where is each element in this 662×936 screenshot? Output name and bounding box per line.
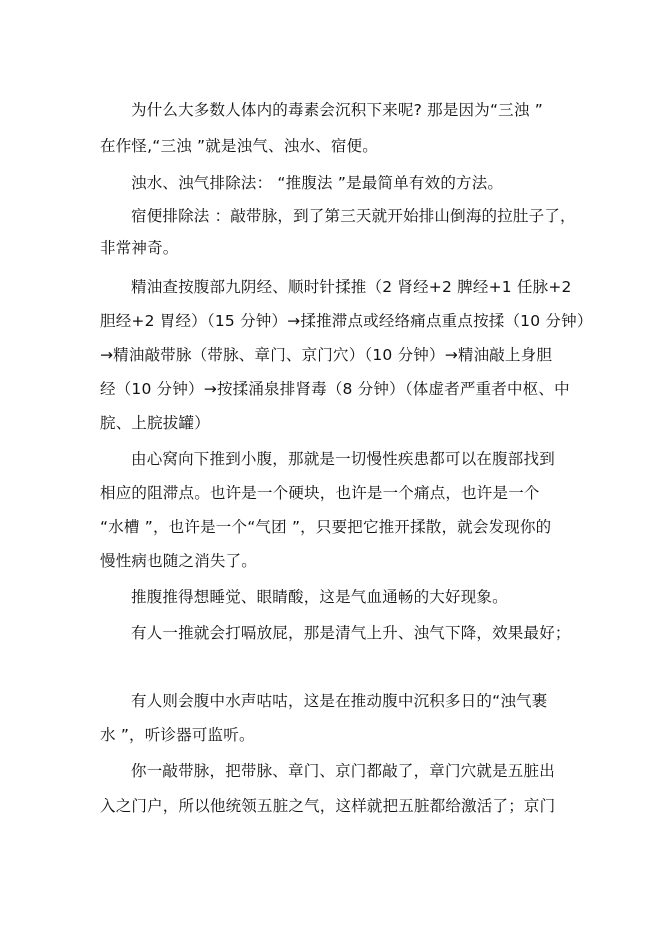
text-line: 脘、上脘拔罐） xyxy=(100,414,210,432)
text-line: 精油查按腹部九阴经、顺时针揉推（2 肾经+2 脾经+1 任脉+2 xyxy=(131,278,572,296)
text-line: 宿便排除法 ：敲带脉，到了第三天就开始排山倒海的拉肚子了， xyxy=(131,207,576,225)
text-line: 慢性病也随之消失了。 xyxy=(100,552,258,570)
text-line: →精油敲带脉（带脉、章门、京门穴）（10 分钟）→精油敲上身胆 xyxy=(100,346,553,364)
text-line: 有人则会腹中水声咕咕，这是在推动腹中沉积多日的“浊气裹 xyxy=(131,692,548,710)
text-line: 水 ”，听诊器可监听。 xyxy=(100,726,255,744)
text-line: 经（10 分钟）→按揉涌泉排肾毒（8 分钟）（体虚者严重者中枢、中 xyxy=(100,380,570,398)
text-line: 你一敲带脉，把带脉、章门、京门都敲了，章门穴就是五脏出 xyxy=(131,762,555,780)
text-line: 相应的阻滞点。也许是一个硬块，也许是一个痛点，也许是一个 xyxy=(100,484,540,502)
text-line: 非常神奇。 xyxy=(100,239,179,257)
text-line: 推腹推得想睡觉、眼睛酸，这是气血通畅的大好现象。 xyxy=(131,588,508,606)
text-line: 入之门户，所以他统领五脏之气，这样就把五脏都给激活了；京门 xyxy=(100,797,556,815)
text-line: 有人一推就会打嗝放屁，那是清气上升、浊气下降，效果最好； xyxy=(131,624,571,642)
text-line: 由心窝向下推到小腹，那就是一切慢性疾患都可以在腹部找到 xyxy=(131,450,555,468)
text-line: 浊水、浊气排除法： “推腹法 ”是最简单有效的方法。 xyxy=(131,174,504,192)
text-line: 胆经+2 胃经）（15 分钟）→揉推滞点或经络痛点重点按揉（10 分钟） xyxy=(100,312,593,330)
text-line: 在作怪,“三浊 ”就是浊气、浊水、宿便。 xyxy=(100,137,378,155)
text-line: “水槽 ”，也许是一个“气团 ”，只要把它推开揉散，就会发现你的 xyxy=(100,518,552,536)
text-line: 为什么大多数人体内的毒素会沉积下来呢? 那是因为“三浊 ” xyxy=(131,101,543,119)
